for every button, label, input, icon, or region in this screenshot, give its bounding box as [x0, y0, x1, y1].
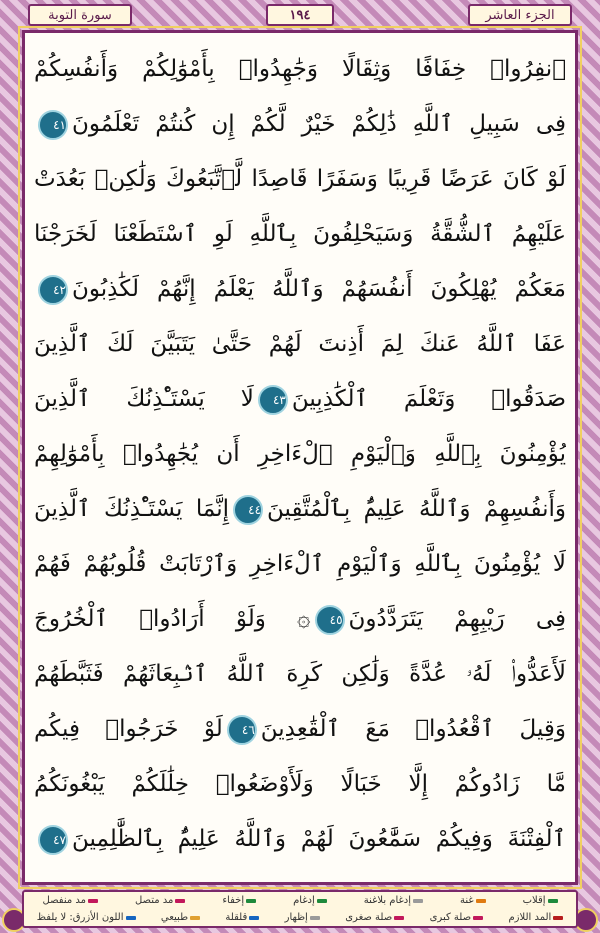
tajweed-legend [22, 890, 578, 928]
ayah-number-marker: ٤٥ [315, 605, 345, 635]
page-header [0, 0, 600, 30]
text-line [34, 537, 566, 591]
text-line [34, 262, 566, 316]
verse-text: مَعَكُمْ يُهْلِكُونَ أَنفُسَهُمْ وَٱللَّهُ يَعْلَمُ إِنَّهُمْ لَكَٰذِبُونَ [72, 276, 566, 302]
legend-swatch [249, 916, 259, 920]
legend-item [37, 912, 136, 923]
legend-label: طبيعي [160, 912, 189, 923]
verse-text: فِى سَبِيلِ ٱللَّهِ ذَٰلِكُمْ خَيْرٌ لَّكُمْ إِن كُنتُمْ تَعْلَمُونَ [72, 111, 566, 137]
text-line [34, 97, 566, 151]
verse-text: مَّا زَادُوكُمْ إِلَّا خَبَالًا وَلَأَوْضَعُوا۟ خِلَٰلَكُمْ يَبْغُونَكُمُ [34, 771, 566, 797]
legend-item [345, 912, 404, 923]
verse-text: لَا يَسْتَـْٔذِنُكَ ٱلَّذِينَ [34, 386, 254, 412]
legend-label: صلة صغرى [345, 912, 393, 923]
legend-item [460, 895, 486, 906]
legend-label: المد اللازم [508, 912, 552, 923]
text-line [34, 812, 566, 866]
legend-label: إدغام بلاغنة [363, 895, 412, 906]
legend-swatch [175, 899, 185, 903]
legend-swatch [126, 916, 136, 920]
text-line [34, 152, 566, 206]
legend-label: غنة [459, 895, 474, 906]
legend-swatch [476, 899, 486, 903]
legend-swatch [473, 916, 483, 920]
legend-label: صلة كبرى [429, 912, 472, 923]
legend-item [523, 895, 558, 906]
juz-name: الجزء العاشر [468, 4, 572, 26]
legend-label: اللون الأزرق: لا يلفظ [36, 912, 124, 923]
legend-item [43, 895, 98, 906]
text-line [34, 317, 566, 371]
legend-item [222, 895, 256, 906]
text-line [34, 702, 566, 756]
ayah-number-marker: ٤٢ [38, 275, 68, 305]
text-line [34, 592, 566, 646]
verse-text: فِى رَيْبِهِمْ يَتَرَدَّدُونَ [348, 606, 566, 632]
legend-item [430, 912, 483, 923]
surah-name: سورة التوبة [28, 4, 132, 26]
legend-row [24, 892, 576, 909]
verse-text: وَقِيلَ ٱقْعُدُوا۟ مَعَ ٱلْقَٰعِدِينَ [260, 716, 566, 742]
text-line [34, 207, 566, 261]
legend-label: مد منفصل [42, 895, 86, 906]
legend-swatch [310, 916, 320, 920]
text-line [34, 647, 566, 701]
verse-text: يُؤْمِنُونَ بِٱللَّهِ وَٱلْيَوْمِ ٱلْءَاخِرِ أَن يُجَٰهِدُوا۟ بِأَمْوَٰلِهِمْ [34, 441, 566, 467]
verse-text: وَأَنفُسِهِمْ وَٱللَّهُ عَلِيمٌۢ بِٱلْمُتَّقِينَ [267, 496, 566, 522]
page-number: ١٩٤ [266, 4, 334, 26]
text-line [34, 757, 566, 811]
ayah-number-marker: ٤٦ [227, 715, 257, 745]
verse-text: صَدَقُوا۟ وَتَعْلَمَ ٱلْكَٰذِبِينَ [291, 386, 566, 412]
legend-swatch [88, 899, 98, 903]
text-line [34, 482, 566, 536]
verse-text: لَوْ كَانَ عَرَضًا قَرِيبًا وَسَفَرًا قَاصِدًا لَّٱتَّبَعُوكَ وَلَٰكِنۢ بَعُدَتْ [34, 166, 566, 192]
legend-label: إقلاب [522, 895, 546, 906]
text-line [34, 372, 566, 426]
legend-item [293, 895, 327, 906]
legend-swatch [246, 899, 256, 903]
legend-item [285, 912, 320, 923]
legend-item [225, 912, 259, 923]
legend-swatch [317, 899, 327, 903]
text-line [34, 427, 566, 481]
verse-text: لَأَعَدُّوا۟ لَهُۥ عُدَّةً وَلَٰكِن كَرِهَ ٱللَّهُ ٱنۢبِعَاثَهُمْ فَثَبَّطَهُمْ [34, 661, 566, 687]
verse-text: عَلَيْهِمُ ٱلشُّقَّةُ وَسَيَحْلِفُونَ بِٱللَّهِ لَوِ ٱسْتَطَعْنَا لَخَرَجْنَا [34, 221, 566, 247]
verse-text: إِنَّمَا يَسْتَـْٔذِنُكَ ٱلَّذِينَ [34, 496, 230, 522]
legend-item [161, 912, 200, 923]
ayah-number-marker: ٤٧ [38, 825, 68, 855]
verse-text: ٱنفِرُوا۟ خِفَافًا وَثِقَالًا وَجَٰهِدُوا۟ بِأَمْوَٰلِكُمْ وَأَنفُسِكُمْ [34, 56, 566, 82]
legend-row [24, 909, 576, 926]
text-line [34, 42, 566, 96]
legend-swatch [553, 916, 563, 920]
ayah-number-marker: ٤٤ [233, 495, 263, 525]
legend-swatch [394, 916, 404, 920]
legend-swatch [548, 899, 558, 903]
verse-text: عَفَا ٱللَّهُ عَنكَ لِمَ أَذِنتَ لَهُمْ حَتَّىٰ يَتَبَيَّنَ لَكَ ٱلَّذِينَ [34, 331, 566, 357]
verse-text: ٱلْفِتْنَةَ وَفِيكُمْ سَمَّٰعُونَ لَهُمْ وَٱللَّهُ عَلِيمٌۢ بِٱلظَّٰلِمِينَ [72, 826, 566, 852]
quran-text [34, 42, 566, 880]
legend-label: إخفاء [222, 895, 245, 906]
legend-item [508, 912, 563, 923]
legend-swatch [190, 916, 200, 920]
legend-item [364, 895, 423, 906]
ayah-number-marker: ٤٣ [258, 385, 288, 415]
legend-label: مد متصل [134, 895, 174, 906]
legend-label: إدغام [293, 895, 315, 906]
verse-text: لَوْ خَرَجُوا۟ فِيكُم [34, 716, 223, 742]
verse-text: لَا يُؤْمِنُونَ بِٱللَّهِ وَٱلْيَوْمِ ٱلْءَاخِرِ وَٱرْتَابَتْ قُلُوبُهُمْ فَهُمْ [34, 551, 566, 577]
legend-swatch [413, 899, 423, 903]
verse-text: ۞ وَلَوْ أَرَادُوا۟ ٱلْخُرُوجَ [34, 606, 311, 632]
legend-label: إظهار [284, 912, 308, 923]
ayah-number-marker: ٤١ [38, 110, 68, 140]
legend-label: قلقلة [225, 912, 248, 923]
legend-item [135, 895, 185, 906]
